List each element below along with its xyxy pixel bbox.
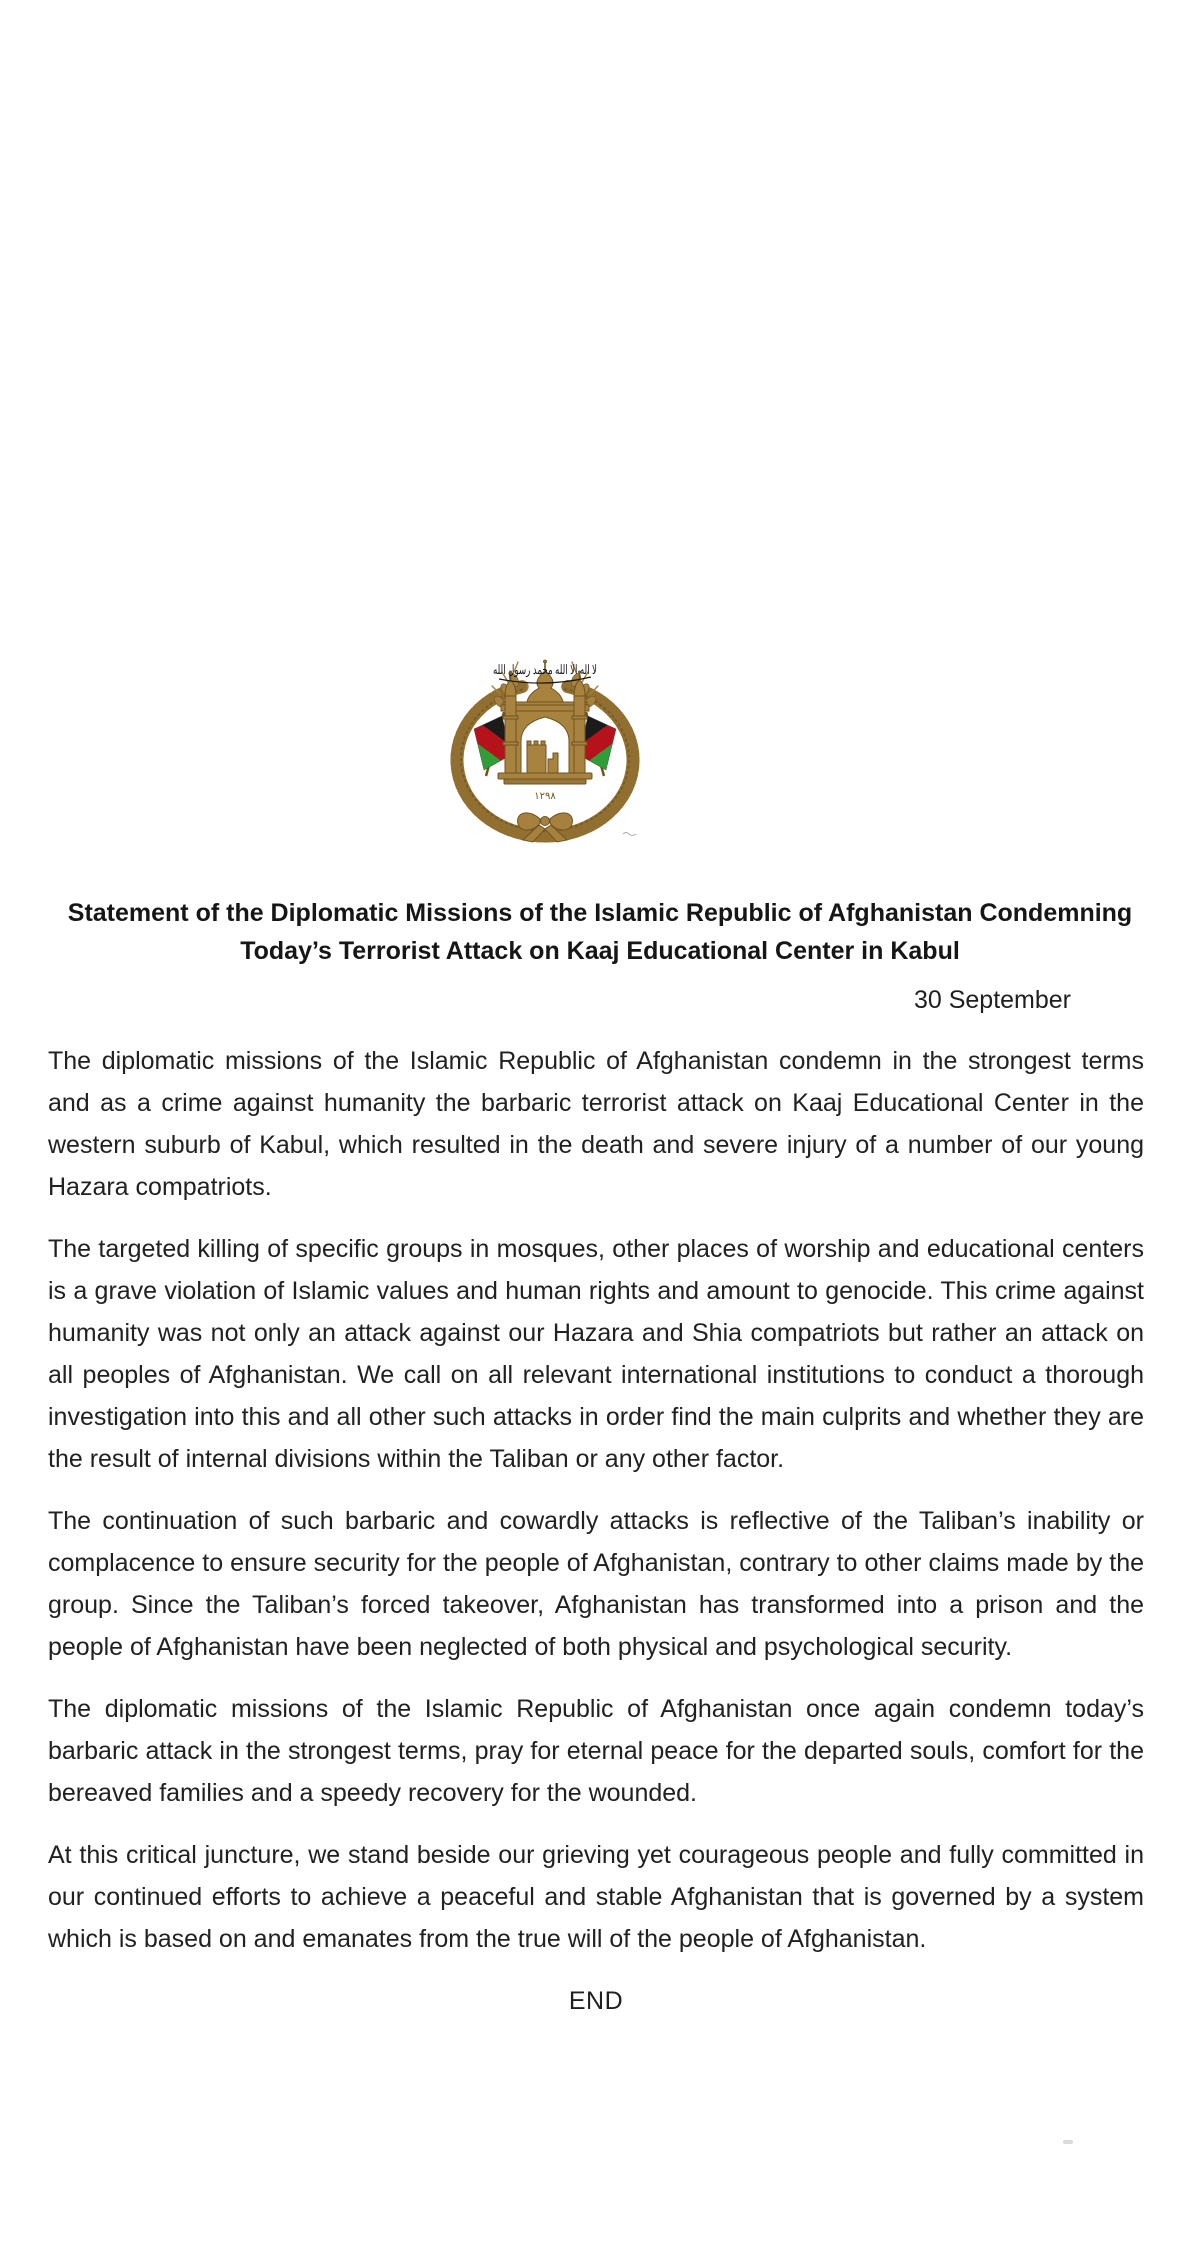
statement-title-line-2: Today’s Terrorist Attack on Kaaj Educational Center in Kabul: [240, 937, 960, 965]
scan-artifact: [1063, 2140, 1073, 2144]
statement-paragraph-2: The targeted killing of specific groups in mosques, other places of worship and educational centers is a grave violation of Islamic values and human rights and amount to genocide. This crime against humanity was not only an attack against our Hazara and Shia compatriots but rather an attack on all peoples of Afghanistan. We call on all relevant international institutions to conduct a thorough investigation into this and all other such attacks in order find the main culprits and whether they are the result of internal divisions within the Taliban or any other factor.: [48, 1235, 1144, 1473]
statement-body: [48, 1040, 1144, 2022]
emblem-year: ۱۲۹۸: [534, 791, 556, 802]
statement-title: [52, 894, 1148, 970]
end-marker: END: [568, 1987, 624, 2015]
statement-title-line-1: Statement of the Diplomatic Missions of the Islamic Republic of Afghanistan Condemning: [67, 899, 1133, 927]
emblem-graphic: [444, 652, 650, 848]
statement-date: 30 September: [913, 986, 1071, 1014]
statement-paragraph-1: The diplomatic missions of the Islamic Republic of Afghanistan condemn in the strongest terms and as a crime against humanity the barbaric terrorist attack on Kaaj Educational Center in the western suburb of Kabul, which resulted in the death and severe injury of a number of our young Hazara compatriots.: [48, 1047, 1144, 1201]
afghanistan-emblem-icon: [444, 652, 650, 848]
svg-text:لا اله الا الله محمد رسول الله: لا اله الا الله محمد رسول الله: [493, 662, 649, 677]
statement-paragraph-4: The diplomatic missions of the Islamic Republic of Afghanistan once again condemn today’s barbaric attack in the strongest terms, pray for eternal peace for the departed souls, comfort for the bereaved families and a speedy recovery for the wounded.: [48, 1695, 1144, 1807]
statement-paragraph-3: The continuation of such barbaric and cowardly attacks is reflective of the Taliban’s inability or complacence to ensure security for the people of Afghanistan, contrary to other claims made by the group. Since the Taliban’s forced takeover, Afghanistan has transformed into a prison and the people of Afghanistan have been neglected of both physical and psychological security.: [48, 1507, 1144, 1661]
emblem-signature-mark: [623, 833, 636, 836]
statement-paragraph-5: At this critical juncture, we stand beside our grieving yet courageous people and fully committed in our continued efforts to achieve a peaceful and stable Afghanistan that is governed by a system which is based on and emanates from the true will of the people of Afghanistan.: [48, 1841, 1144, 1953]
